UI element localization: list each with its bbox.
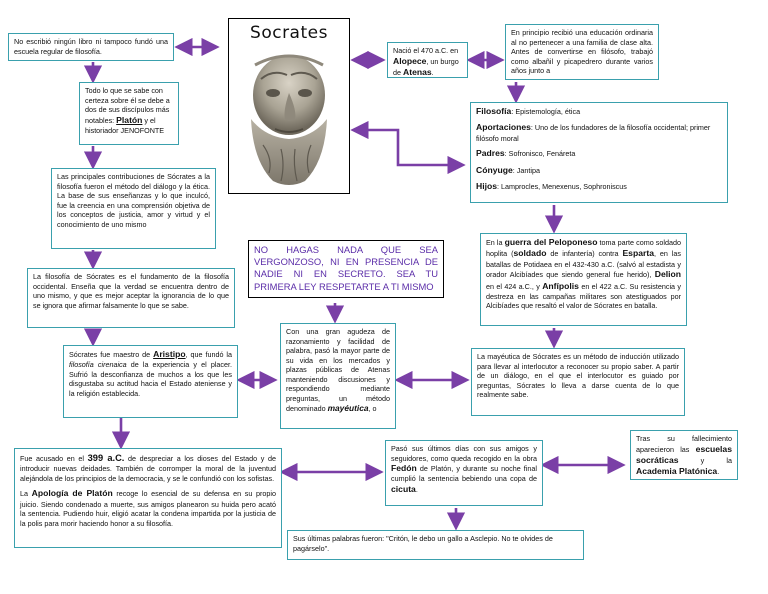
node-contribuciones: Las principales contribuciones de Sócrates a la filosofía fueron el método del diálogo y la ética. La base de sus enseñanzas y lo que inculcó, fue la creencia en una comprensión objetiva de los conceptos de justicia, amor y virtud y el conocimiento de uno mismo bbox=[51, 168, 216, 249]
node-educacion: En principio recibió una educación ordinaria al no pertenecer a una familia de clase alta. Antes de convertirse en filósofo, trabajó como albañil y picapedrero durante varios años junto a bbox=[505, 24, 659, 80]
node-fuentes bbox=[79, 82, 179, 145]
datos-filosofia bbox=[476, 106, 722, 117]
datos-aportaciones bbox=[476, 122, 722, 143]
escuelas-pre: Tras su fallecimiento aparecieron las bbox=[636, 434, 732, 454]
nacio-place: Alopece bbox=[393, 55, 427, 66]
datos-hijos bbox=[476, 181, 722, 192]
node-no-libro: No escribió ningún libro ni tampoco fundó una escuela regular de filosofía. bbox=[8, 33, 174, 61]
datos-hijos-label: Hijos bbox=[476, 180, 498, 191]
acusado-pre: Fue acusado en el bbox=[20, 454, 88, 463]
aristipo-mid: , que fundó la bbox=[185, 350, 232, 359]
escuelas-socraticas: escuelas socráticas bbox=[636, 443, 732, 465]
guerra-p4: , en las batallas de Potidaea en el 432-430 a.C. (salvó al estadista y orador Alcibíades que siendo general fue herido), bbox=[486, 249, 681, 280]
guerra-p1: En la bbox=[486, 238, 505, 247]
datos-padres-label: Padres bbox=[476, 148, 505, 159]
nacio-city: Atenas bbox=[403, 66, 432, 77]
escuelas-mid: y la bbox=[678, 455, 732, 465]
datos-conyuge bbox=[476, 165, 722, 176]
metodo-term: mayéutica bbox=[327, 403, 369, 413]
nacio-post: . bbox=[431, 67, 434, 77]
datos-aportaciones-label: Aportaciones bbox=[476, 122, 531, 133]
guerra-guerra: guerra del Peloponeso bbox=[504, 237, 598, 247]
acusado-pre2: La bbox=[20, 489, 32, 499]
node-acusado bbox=[14, 448, 282, 548]
guerra-soldado: soldado bbox=[513, 248, 547, 259]
acusado-text1: de despreciar a los dioses del Estado y de introducir nuevas deidades. También de corromper la moral de la juventud alejándola de los principios de la democracia, y se le confundió con los sofistas. bbox=[20, 454, 276, 483]
node-escuelas bbox=[630, 430, 738, 480]
aristipo-post: de la experiencia y el placer. Sufrió la desconfianza de muchos a los que les disgustaba su actitud hacia el Estado ateniense y la religión establecida. bbox=[69, 360, 232, 398]
datos-conyuge-label: Cónyuge bbox=[476, 164, 513, 175]
ultimos-mid: de Platón, y durante su noche final cumplió la sentencia bebiendo una copa de bbox=[391, 464, 537, 484]
guerra-anfipolis: Anfípolis bbox=[542, 280, 579, 291]
aristipo-school: filosofía cirenaica bbox=[69, 360, 127, 370]
datos-conyuge-value: : Jantipa bbox=[512, 165, 540, 175]
acusado-apologia: Apología de Platón bbox=[31, 488, 113, 499]
fuentes-post: y el historiador JENOFONTE bbox=[85, 115, 165, 135]
datos-filosofia-label: Filosofía bbox=[476, 106, 512, 116]
acusado-text2: recoge lo esencial de su defensa en su propio juicio. Siendo condenado a muerte, sus amigos planearon su huida pero acató la sentencia. Pudiendo huir, eligió acatar la condena impartida por la justicia de la polis para morir haciendo honor a su filosofía. bbox=[20, 489, 276, 528]
socrates-bust-image bbox=[233, 49, 345, 189]
page-title: Socrates bbox=[250, 23, 328, 43]
escuelas-academia: Academia Platónica bbox=[636, 466, 718, 477]
guerra-delion: Delion bbox=[654, 269, 681, 280]
aristipo-pre: Sócrates fue maestro de bbox=[69, 350, 154, 359]
escuelas-post: . bbox=[717, 467, 720, 477]
node-mayeutica-metodo bbox=[280, 323, 396, 429]
acusado-p1 bbox=[20, 452, 276, 483]
fuentes-platon: Platón bbox=[116, 114, 143, 125]
metodo-text: Con una gran agudeza de razonamiento y facilidad de palabra, pasó la mayor parte de su vida en los mercados y plazas públicas de Atenas manteniendo discusiones y respondiendo mediante preguntas, un método denominado bbox=[286, 327, 390, 413]
node-ultimas-palabras: Sus últimas palabras fueron: "Critón, le debo un gallo a Asclepio. No te olvides de pagárselo". bbox=[287, 530, 584, 560]
nacio-mid: , un burgo de bbox=[393, 56, 459, 77]
ultimos-post: . bbox=[415, 484, 418, 494]
ultimos-fedon: Fedón bbox=[391, 463, 417, 473]
guerra-p3: de infantería) contra bbox=[546, 249, 623, 259]
guerra-p6: en el 422 a.C. Su resistencia y destreza en las campañas militares son atestiguados por Alcibíades que resaltó el valor de Sócrates en batalla. bbox=[486, 281, 682, 311]
aristipo-name: Aristipo bbox=[153, 349, 186, 359]
metodo-post: , o bbox=[368, 404, 377, 413]
guerra-p5: en el 424 a.C., y bbox=[486, 281, 543, 291]
node-fundamento: La filosofía de Sócrates es el fundamento de la filosofía occidental. Enseña que la verdad se encuentra dentro de uno mismo, y que es mejor aceptar la ignorancia de lo que se ignora que afirmar falsamente lo que se sabe. bbox=[27, 268, 235, 328]
acusado-year: 399 a.C. bbox=[87, 453, 125, 463]
node-datos bbox=[470, 102, 728, 203]
arrow-portrait-datos bbox=[354, 130, 462, 165]
acusado-p2 bbox=[20, 488, 276, 528]
fuentes-text: Todo lo que se sabe con certeza sobre él se debe a dos de sus discípulos más notables: bbox=[85, 86, 170, 125]
datos-padres-value: : Sofronisco, Fenáreta bbox=[504, 149, 576, 159]
node-aristipo bbox=[63, 345, 238, 418]
node-ultimos-dias bbox=[385, 440, 543, 506]
guerra-esparta: Esparta bbox=[622, 248, 654, 259]
datos-aportaciones-value: : Uno de los fundadores de la filosofía occidental; primer filósofo moral bbox=[476, 123, 711, 143]
node-guerra bbox=[480, 233, 687, 326]
ultimos-pre: Pasó sus últimos días con sus amigos y seguidores, como queda recogido en la obra bbox=[391, 444, 537, 463]
node-nacio bbox=[387, 42, 468, 78]
motto-box: NO HAGAS NADA QUE SEA VERGONZOSO, NI EN PRESENCIA DE NADIE NI EN SECRETO. SEA TU PRIMERA LEY RESPETARTE A TI MISMO bbox=[248, 240, 444, 298]
guerra-p2: toma parte como soldado hoplita ( bbox=[486, 238, 681, 259]
datos-hijos-value: : Lamprocles, Menexenus, Sophroniscus bbox=[497, 181, 627, 191]
nacio-pre: Nació el 470 a.C. en bbox=[393, 46, 459, 55]
node-mayeutica-desc: La mayéutica de Sócrates es un método de inducción utilizado para llevar al interlocutor a reconocer su propio saber. A partir de un diálogo, en el que el interlocutor es guiado por preguntas, Sócrates lo lleva a darse cuenta de lo que realmente sabe. bbox=[471, 348, 685, 416]
datos-filosofia-value: : Epistemología, ética bbox=[511, 107, 581, 116]
socrates-portrait bbox=[228, 18, 350, 194]
ultimos-cicuta: cicuta bbox=[391, 483, 416, 494]
datos-padres bbox=[476, 148, 722, 159]
